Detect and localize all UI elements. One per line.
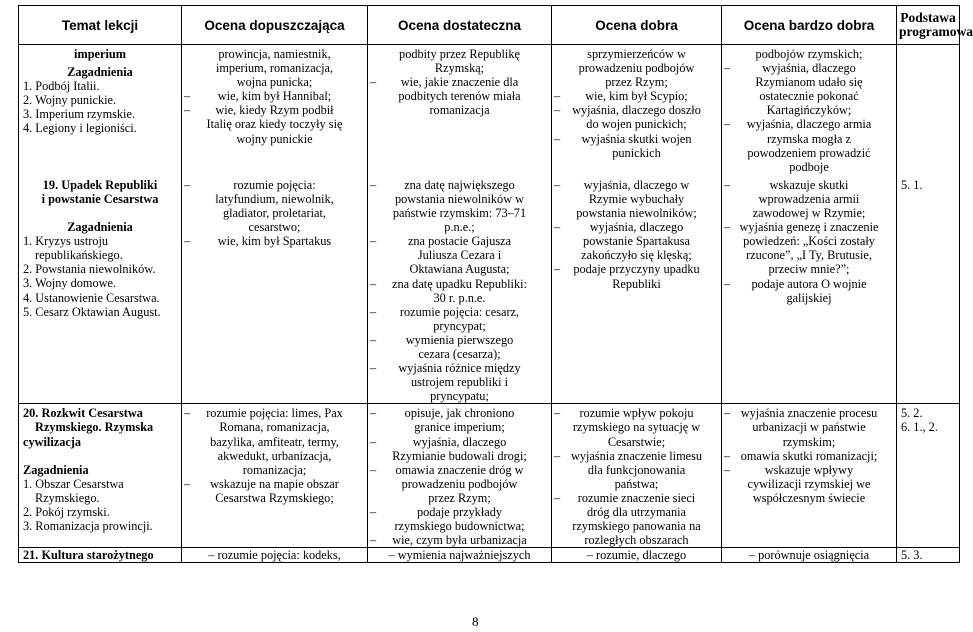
list-item: zawodowej w Rzymie;: [752, 206, 866, 221]
list-item: państwie rzymskim: 73–71: [392, 206, 527, 221]
list-item: 30 r. p.n.e.: [433, 290, 486, 305]
podstawa-line: 5. 2.: [901, 406, 923, 421]
list-item: Oktawiana Augusta;: [409, 262, 510, 277]
podstawa-cell: 5. 3.: [897, 548, 960, 563]
list-item: pryncypatu;: [430, 389, 489, 404]
list-item: przez Rzym;: [605, 75, 668, 90]
list-item: powodzeniem prowadzić: [747, 145, 871, 160]
podstawa-cell: 5. 1.: [897, 174, 960, 404]
podstawa-line: 6. 1., 2.: [901, 420, 938, 435]
curriculum-table: [18, 5, 973, 563]
topic-item: 4. Legiony i legioniści.: [23, 121, 137, 136]
table-row: [19, 548, 960, 563]
list-item: podbity przez Republikę: [399, 47, 520, 61]
topic-item: 1. Podbój Italii.: [23, 79, 100, 94]
list-item: porównuje osiągnięcia: [758, 548, 870, 563]
topic-item: 2. Powstania niewolników.: [23, 262, 156, 277]
header-podstawa: Podstawa programowa: [897, 6, 960, 45]
list-item: rozległych obszarach: [584, 533, 689, 548]
bardzo-dobra-cell: [722, 174, 897, 404]
list-item: romanizacja;: [242, 462, 307, 477]
list-item: – rozumie pojęcia: limes, Pax: [186, 406, 363, 420]
list-item: Cesarstwie;: [607, 434, 666, 449]
list-item: podbojów rzymskich;: [755, 47, 863, 61]
list-item: – wyjaśnia, dlaczego: [726, 61, 892, 75]
list-item: państwa;: [614, 476, 659, 491]
list-item: wojny punickie: [236, 131, 313, 146]
topic-item: 3. Imperium rzymskie.: [23, 107, 136, 122]
podstawa-cell: [897, 404, 960, 548]
list-item: Italię oraz kiedy toczyły się: [206, 117, 343, 132]
list-item: – wskazuje na mapie obszar: [186, 477, 363, 491]
topic-cell: [19, 174, 182, 404]
list-item: powstania niewolników w: [394, 191, 525, 206]
list-item: – wskazuje wpływy: [726, 463, 892, 477]
list-item: Kartagińczyków;: [766, 103, 852, 118]
list-item: cesarstwo;: [248, 220, 301, 235]
topic-item: 2. Pokój rzymski.: [23, 504, 110, 519]
list-item: rzymskim;: [782, 434, 836, 449]
list-item: – wymienia pierwszego: [372, 333, 547, 347]
list-item: – wskazuje skutki: [726, 178, 892, 192]
list-item: wymienia najważniejszych: [397, 548, 531, 563]
list-item: powiedzeń: „Kości zostały: [743, 234, 875, 249]
list-item: – wie, kim był Spartakus: [186, 234, 363, 248]
topic-cell: [19, 404, 182, 548]
list-item: – wyjaśnia różnice między: [372, 361, 547, 375]
list-item: prowincja, namiestnik,: [218, 47, 331, 61]
list-item: zakończyło się klęską;: [581, 248, 692, 263]
list-item: – wie, kim był Scypio;: [556, 89, 717, 103]
header-dopuszczajaca: Ocena dopuszczająca: [182, 6, 368, 45]
topic-item: Rzymskiego.: [35, 490, 100, 505]
list-item: urbanizacji w państwie: [752, 420, 866, 435]
topic-item: 5. Cesarz Oktawian August.: [23, 304, 161, 319]
topic-item: 2. Wojny punickie.: [23, 93, 117, 108]
list-item: Republiki: [612, 276, 661, 291]
topic-title-line: cywilizacja: [23, 434, 82, 449]
topic-item: 1. Kryzys ustroju: [23, 234, 109, 249]
list-item: powstania niewolników;: [576, 206, 697, 221]
list-item: – wie, kiedy Rzym podbił: [186, 103, 363, 117]
list-item: Romana, romanizacja,: [219, 420, 330, 435]
podstawa-cell: [897, 45, 960, 174]
list-item: wprowadzenia armii: [758, 191, 860, 206]
list-item: – wyjaśnia, dlaczego: [556, 220, 717, 234]
list-item: – wie, czym była urbanizacja: [372, 533, 547, 547]
header-bardzo-dobra: Ocena bardzo dobra: [722, 6, 897, 45]
list-item: przez Rzym;: [428, 490, 491, 505]
list-item: – rozumie pojęcia:: [186, 178, 363, 192]
list-item: p.n.e.;: [444, 220, 475, 235]
list-item: pryncypat;: [433, 318, 486, 333]
list-item: – omawia znaczenie dróg w: [372, 463, 547, 477]
list-item: – zna datę upadku Republiki:: [372, 277, 547, 291]
list-item: granice imperium;: [414, 420, 505, 435]
dobra-cell: – rozumie, dlaczego: [552, 548, 722, 563]
list-item: – wyjaśnia skutki wojen: [556, 132, 717, 146]
list-item: rzucone”, „I Ty, Brutusie,: [746, 248, 872, 263]
bardzo-dobra-cell: [722, 45, 897, 174]
topic-cell: [19, 45, 182, 174]
list-item: – rozumie pojęcia: cesarz,: [372, 305, 547, 319]
dostateczna-cell: – wymienia najważniejszych: [368, 548, 552, 563]
list-item: – wie, jakie znaczenie dla: [372, 75, 547, 89]
topic-item: 1. Obszar Cesarstwa: [23, 476, 124, 491]
list-item: cezara (cesarza);: [418, 346, 501, 361]
dobra-cell: [552, 404, 722, 548]
list-item: rzymska mogła z: [766, 131, 851, 146]
list-item: cywilizacji rzymskiej we: [747, 476, 871, 491]
list-item: – wyjaśnia znaczenie limesu: [556, 449, 717, 463]
list-item: Cesarstwa Rzymskiego;: [215, 490, 334, 505]
zagadnienia-label: Zagadnienia: [67, 220, 133, 235]
dobra-cell: [552, 174, 722, 404]
topic-item: 3. Wojny domowe.: [23, 276, 117, 291]
list-item: Rzymianie budowali drogi;: [392, 448, 527, 463]
list-item: – zna datę największego: [372, 178, 547, 192]
topic-title: imperium: [74, 47, 126, 61]
list-item: bazylika, amfiteatr, termy,: [210, 434, 339, 449]
list-item: – wyjaśnia, dlaczego armia: [726, 117, 892, 131]
zagadnienia-label: Zagadnienia: [23, 462, 89, 477]
list-item: prowadzeniu podbojów: [401, 476, 518, 491]
topic-title-line: i powstanie Cesarstwa: [41, 191, 159, 206]
topic-title: 19. Upadek Republiki: [42, 177, 158, 192]
table-row: [19, 404, 960, 548]
list-item: galijskiej: [786, 290, 832, 305]
header-row: [19, 6, 960, 45]
list-item: – zna postacie Gajusza: [372, 234, 547, 248]
list-item: podbitych terenów miała: [398, 89, 521, 104]
list-item: współczesnym świecie: [752, 490, 866, 505]
list-item: – podaje przyczyny upadku: [556, 262, 717, 276]
dobra-cell: [552, 45, 722, 174]
zagadnienia-label: Zagadnienia: [67, 65, 133, 80]
list-item: punickich: [612, 145, 661, 160]
page-number: 8: [472, 614, 479, 629]
header-topic: Temat lekcji: [19, 6, 182, 45]
list-item: prowadzeniu podbojów: [578, 61, 695, 76]
table-row: [19, 174, 960, 404]
list-item: wojna punicka;: [236, 75, 313, 90]
list-item: – wyjaśnia genezę i znaczenie: [726, 220, 892, 234]
list-item: do wojen punickich;: [586, 117, 687, 132]
list-item: dróg dla utrzymania: [586, 505, 687, 519]
list-item: – podaje autora O wojnie: [726, 277, 892, 291]
list-item: rozumie pojęcia: kodeks,: [217, 548, 341, 563]
topic-title-line: Rzymskiego. Rzymska: [35, 420, 154, 435]
list-item: rzymskiego panowania na: [572, 519, 701, 534]
bardzo-dobra-cell: – porównuje osiągnięcia: [722, 548, 897, 563]
list-item: Rzymianom udało się: [755, 75, 863, 90]
list-item: przeciw mnie?”;: [768, 262, 850, 277]
topic-title: 20. Rozkwit Cesarstwa: [23, 406, 143, 421]
header-dostateczna: Ocena dostateczna: [368, 6, 552, 45]
dostateczna-cell: [368, 174, 552, 404]
list-item: – rozumie wpływ pokoju: [556, 406, 717, 420]
list-item: – wyjaśnia, dlaczego w: [556, 178, 717, 192]
list-item: Rzymie wybuchały: [588, 191, 685, 206]
dostateczna-cell: [368, 404, 552, 548]
topic-item: 3. Romanizacja prowincji.: [23, 519, 153, 533]
list-item: Rzymską;: [434, 61, 485, 76]
list-item: powstanie Spartakusa: [583, 234, 690, 249]
bardzo-dobra-cell: [722, 404, 897, 548]
dopuszczajaca-cell: – rozumie pojęcia: kodeks,: [182, 548, 368, 563]
list-item: ustrojem republiki i: [411, 375, 508, 390]
list-item: gladiator, proletariat,: [223, 206, 326, 221]
list-item: latyfundium, niewolnik,: [215, 191, 334, 206]
table-row: [19, 45, 960, 174]
list-item: dla funkcjonowania: [587, 462, 686, 477]
list-item: ostatecznie pokonać: [759, 89, 859, 104]
topic-cell: [19, 548, 182, 563]
list-item: Juliusza Cezara i: [417, 248, 502, 263]
list-item: rzymskiego budownictwa;: [394, 519, 525, 534]
topic-title: 21. Kultura starożytnego: [23, 548, 154, 563]
list-item: romanizacja: [429, 103, 490, 118]
header-dobra: Ocena dobra: [552, 6, 722, 45]
dopuszczajaca-cell: [182, 404, 368, 548]
dostateczna-cell: [368, 45, 552, 174]
list-item: – wyjaśnia znaczenie procesu: [726, 406, 892, 420]
list-item: – wie, kim był Hannibal;: [186, 89, 363, 103]
list-item: podboje: [789, 159, 829, 174]
list-item: – podaje przykłady: [372, 505, 547, 519]
list-item: – opisuje, jak chroniono: [372, 406, 547, 420]
list-item: rozumie, dlaczego: [596, 548, 687, 563]
topic-item: republikańskiego.: [35, 248, 123, 263]
dopuszczajaca-cell: [182, 174, 368, 404]
list-item: – wyjaśnia, dlaczego: [372, 435, 547, 449]
list-item: – rozumie znaczenie sieci: [556, 491, 717, 505]
list-item: rzymskiego na sytuację w: [572, 420, 701, 435]
list-item: akwedukt, urbanizacja,: [217, 448, 332, 463]
list-item: sprzymierzeńców w: [587, 47, 686, 61]
topic-item: 4. Ustanowienie Cesarstwa.: [23, 290, 160, 305]
list-item: – omawia skutki romanizacji;: [726, 449, 892, 463]
list-item: – wyjaśnia, dlaczego doszło: [556, 103, 717, 117]
list-item: imperium, romanizacja,: [215, 61, 334, 76]
dopuszczajaca-cell: [182, 45, 368, 174]
